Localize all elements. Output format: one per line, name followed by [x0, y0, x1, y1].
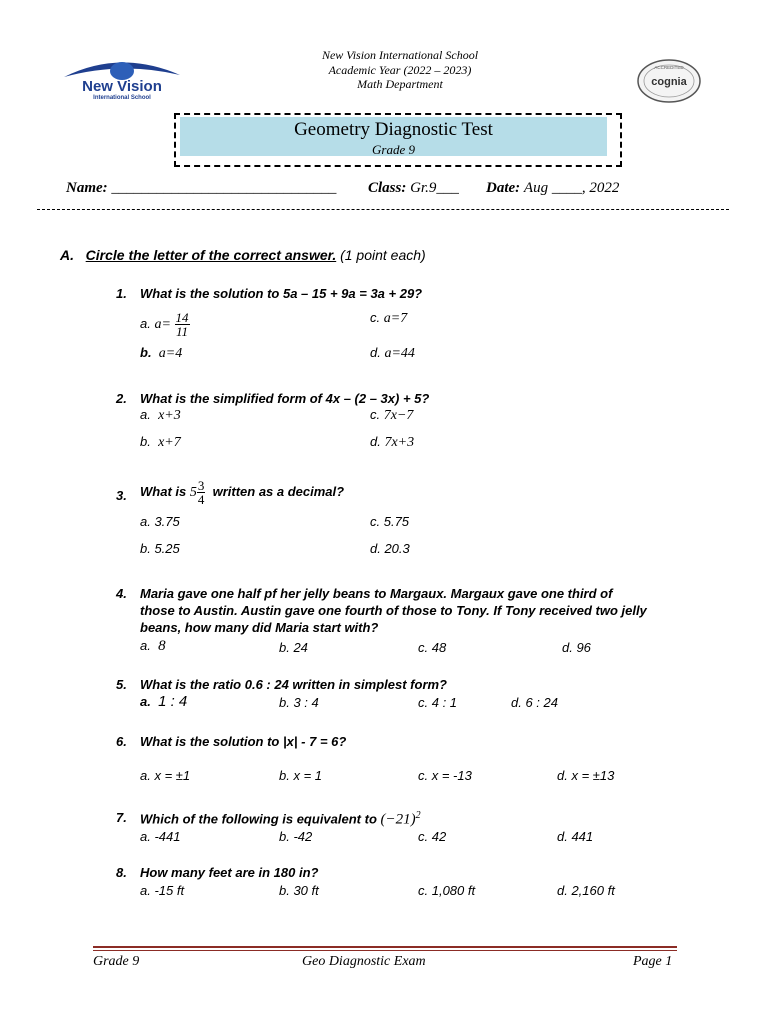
option-label: c.: [370, 407, 381, 422]
answer-option-d[interactable]: d. 2,160 ft: [557, 883, 615, 898]
question-text: What is the simplified form of 4x – (2 – 3x) + 5?: [140, 391, 430, 406]
logo-text: New Vision: [82, 78, 162, 95]
option-label: c.: [370, 310, 381, 325]
academic-year: Academic Year (2022 – 2023): [328, 62, 472, 77]
fraction-numerator: 3: [197, 478, 205, 493]
option-label: a.: [140, 638, 151, 653]
answer-option-d[interactable]: [370, 345, 415, 362]
answer-option-a[interactable]: [140, 693, 187, 710]
question-line: beans, how many did Maria start with?: [140, 620, 379, 635]
answer-option-b[interactable]: b. -42: [279, 829, 313, 844]
question-line: Maria gave one half pf her jelly beans to Margaux. Margaux gave one third of: [140, 586, 613, 601]
fraction-denominator: 4: [197, 492, 205, 507]
fraction: [197, 479, 206, 506]
class-field[interactable]: [368, 180, 459, 197]
name-blank[interactable]: ______________________________: [111, 180, 337, 196]
exponent: 2: [415, 810, 421, 821]
option-label: a.: [140, 694, 151, 709]
question-line: those to Austin. Austin gave one fourth of those to Tony. If Tony received two jelly: [140, 603, 647, 618]
question-text-start: Which of the following is equivalent to: [140, 811, 377, 827]
question-text-end: written as a decimal?: [212, 483, 345, 499]
option-variable: a=: [154, 316, 171, 332]
date-field[interactable]: [486, 180, 619, 197]
answer-option-c[interactable]: c. 4 : 1: [418, 695, 458, 710]
answer-option-d[interactable]: d. 6 : 24: [511, 695, 558, 710]
option-value: x+7: [158, 435, 181, 450]
answer-option-b[interactable]: b. 30 ft: [279, 883, 319, 898]
answer-option-c[interactable]: c. 5.75: [370, 514, 410, 529]
answer-option-c[interactable]: c. 42: [418, 829, 447, 844]
question-number: 7.: [116, 810, 127, 825]
date-value[interactable]: Aug ____, 2022: [523, 180, 620, 196]
school-header: [250, 48, 550, 92]
accreditation-logo: [636, 58, 702, 104]
answer-option-a[interactable]: [140, 407, 181, 424]
option-label: a.: [140, 315, 151, 331]
option-value: a=44: [384, 346, 415, 361]
option-value: 1 : 4: [158, 693, 188, 710]
answer-option-a[interactable]: a. 3.75: [140, 514, 180, 529]
option-value: 7x+3: [384, 435, 415, 450]
answer-option-a[interactable]: a. x = ±1: [140, 768, 191, 783]
title-box: [180, 117, 607, 156]
question-text-start: What is: [140, 483, 187, 499]
answer-option-a[interactable]: [140, 638, 166, 655]
separator-line: [37, 209, 729, 210]
answer-option-b[interactable]: b. 3 : 4: [279, 695, 319, 710]
answer-option-c[interactable]: c. 48: [418, 640, 447, 655]
question-number: 3.: [116, 488, 127, 503]
section-points: (1 point each): [340, 247, 426, 263]
footer-grade: Grade 9: [93, 954, 140, 969]
footer-rule: [93, 950, 677, 951]
answer-option-c[interactable]: [370, 407, 413, 424]
answer-option-d[interactable]: d. x = ±13: [557, 768, 615, 783]
option-value: a=7: [383, 311, 408, 326]
question-text: [140, 585, 700, 636]
option-label: a.: [140, 407, 151, 422]
fraction: [175, 311, 190, 338]
logo-subtext: International School: [93, 95, 151, 100]
answer-option-b[interactable]: b. 5.25: [140, 541, 180, 556]
accreditation-top: ACCREDITED: [654, 65, 684, 70]
question-text: How many feet are in 180 in?: [140, 865, 319, 880]
date-label: Date:: [486, 180, 521, 196]
answer-option-d[interactable]: [370, 434, 414, 451]
answer-option-d[interactable]: d. 441: [557, 829, 594, 844]
option-label: d.: [370, 345, 381, 360]
question-text: [140, 479, 344, 506]
option-label: b.: [140, 345, 152, 360]
absolute-value-expression: |x|: [283, 734, 298, 749]
option-value: 7x−7: [383, 408, 414, 423]
footer-rule: [93, 946, 677, 948]
question-number: 5.: [116, 677, 127, 692]
option-value: x+3: [158, 408, 181, 423]
answer-option-a[interactable]: a. -15 ft: [140, 883, 185, 898]
department: Math Department: [357, 77, 443, 91]
question-number: 2.: [116, 391, 127, 406]
question-text: [140, 733, 346, 750]
question-number: 4.: [116, 586, 127, 601]
answer-option-b[interactable]: b. x = 1: [279, 768, 322, 783]
section-heading: [60, 247, 426, 263]
question-text-end: - 7 = 6?: [301, 734, 347, 749]
answer-option-a[interactable]: [140, 311, 190, 338]
mixed-number-whole: 5: [189, 484, 197, 500]
question-text: What is the ratio 0.6 : 24 written in simplest form?: [140, 677, 447, 692]
answer-option-b[interactable]: [140, 434, 181, 451]
option-label: b.: [140, 434, 151, 449]
answer-option-c[interactable]: [370, 310, 407, 327]
question-number: 6.: [116, 734, 127, 749]
option-value: 8: [158, 638, 166, 654]
school-logo: [60, 55, 185, 100]
test-title: Geometry Diagnostic Test: [294, 119, 493, 140]
question-text: What is the solution to 5a – 15 + 9a = 3a + 29?: [140, 286, 423, 301]
test-grade: Grade 9: [372, 142, 415, 157]
answer-option-a[interactable]: a. -441: [140, 829, 181, 844]
page-number: Page 1: [633, 954, 673, 969]
answer-option-c[interactable]: c. 1,080 ft: [418, 883, 476, 898]
answer-option-b[interactable]: b. 24: [279, 640, 308, 655]
answer-option-c[interactable]: c. x = -13: [418, 768, 472, 783]
footer-exam-name: Geo Diagnostic Exam: [302, 954, 426, 969]
school-name: New Vision International School: [321, 48, 479, 62]
question-text: [140, 807, 421, 828]
fraction-numerator: 14: [175, 310, 189, 325]
question-number: 8.: [116, 865, 127, 880]
answer-option-d[interactable]: d. 20.3: [370, 541, 410, 556]
answer-option-b[interactable]: [140, 345, 182, 362]
name-field[interactable]: [66, 180, 336, 197]
answer-option-d[interactable]: d. 96: [562, 640, 591, 655]
question-text-start: What is the solution to: [140, 734, 280, 749]
fraction-denominator: 11: [176, 324, 189, 339]
class-label: Class:: [368, 180, 407, 196]
math-expression: (−21): [380, 811, 416, 828]
name-label: Name:: [66, 180, 108, 196]
section-letter: A.: [60, 247, 74, 263]
section-instruction: Circle the letter of the correct answer.: [85, 247, 337, 263]
class-value[interactable]: Gr.9___: [410, 180, 459, 196]
question-number: 1.: [116, 286, 127, 301]
accreditation-text: cognia: [651, 76, 687, 88]
option-label: d.: [370, 434, 381, 449]
option-value: a=4: [158, 346, 183, 361]
